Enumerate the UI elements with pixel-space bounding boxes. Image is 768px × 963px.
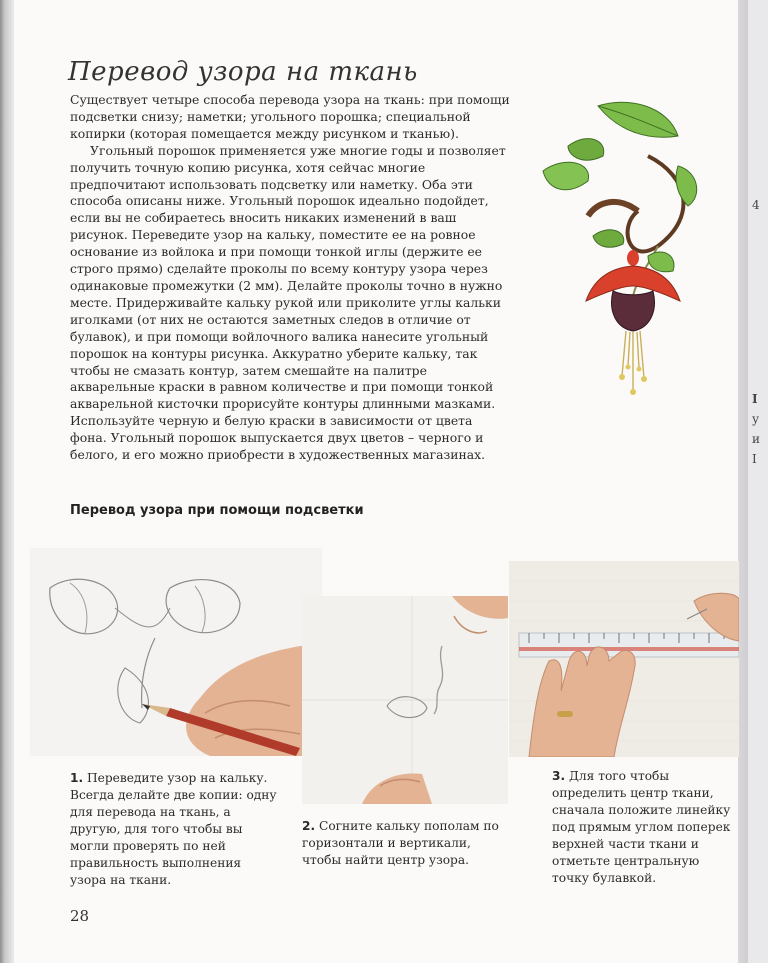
section-subheading: Перевод узора при помощи подсветки (70, 503, 364, 518)
step-1-text: Переведите узор на кальку. Всегда делайте две копии: одну для перевода на ткань, а другую, для того чтобы вы могли проверять по ней правильность выполнения узора на ткани. (70, 771, 277, 887)
next-page-fragment: у (752, 412, 760, 426)
ruler-on-fabric-photo (509, 561, 739, 757)
main-paragraph: Угольный порошок применяется уже многие годы и позволяет получить точную копию рисунка, хотя сейчас многие предпочитают использовать подсветку или наметку. Оба эти способа описаны ниже. Угольный порошок идеально подойдет, если вы не собираетесь вносить никаких изменений в ваш рисунок. Переведите узор на кальку, поместите ее на ровное основание из войлока и при помощи тонкой иглы (держите ее строго прямо) сделайте проколы по всему контуру узора через одинаковые промежутки (2 мм). Делайте проколы точно в нужно месте. Придерживайте кальку рукой или приколите углы кальки иголками (от них не остаются заметных следов в отличие от булавок), и при помощи войлочного валика нанесите угольный порошок на контуры рисунка. Аккуратно уберите кальку, так чтобы не смазать контур, затем смешайте на палитре акварельные краски в равном количестве и при помощи тонкой акварельной кисточки прорисуйте контуры длинными мазками. Используйте черную и белую краски в зависимости от цвета фона. Угольный порошок выпускается двух цветов – черного и белого, и его можно приобрести в художественных магазинах. (70, 142, 506, 463)
step-2-number: 2. (302, 819, 316, 833)
body-text (70, 92, 510, 464)
step-3-text: Для того чтобы определить центр ткани, сначала положите линейку под прямым углом поперек верхней части ткани и отметьте центральную точку булавкой. (552, 769, 731, 885)
step-3-caption (552, 768, 738, 887)
step-1-number: 1. (70, 771, 84, 785)
page-spine-shadow (0, 0, 14, 963)
step-1-caption (70, 770, 280, 889)
next-page-fragment: I (752, 452, 757, 466)
next-page-fragment: и (752, 432, 760, 446)
gutter-shade (738, 0, 748, 963)
next-page-edge (738, 0, 768, 963)
next-page-fragment: I (752, 392, 758, 406)
folded-tracing-paper-photo (302, 596, 508, 804)
hand-tracing-pattern-photo (30, 548, 322, 756)
step-3-number: 3. (552, 769, 566, 783)
intro-paragraph: Существует четыре способа перевода узора на ткань: при помощи подсветки снизу; наметки; угольного порошка; специальной копирки (которая помещается между рисунком и тканью). (70, 92, 510, 141)
next-page-fragment: 4 (752, 198, 760, 212)
fuchsia-illustration (538, 96, 708, 410)
page-number: 28 (70, 907, 90, 925)
page-title: Перевод узора на ткань (68, 57, 418, 87)
step-2-text: Согните кальку пополам по горизонтали и вертикали, чтобы найти центр узора. (302, 819, 499, 867)
step-2-caption (302, 818, 502, 869)
